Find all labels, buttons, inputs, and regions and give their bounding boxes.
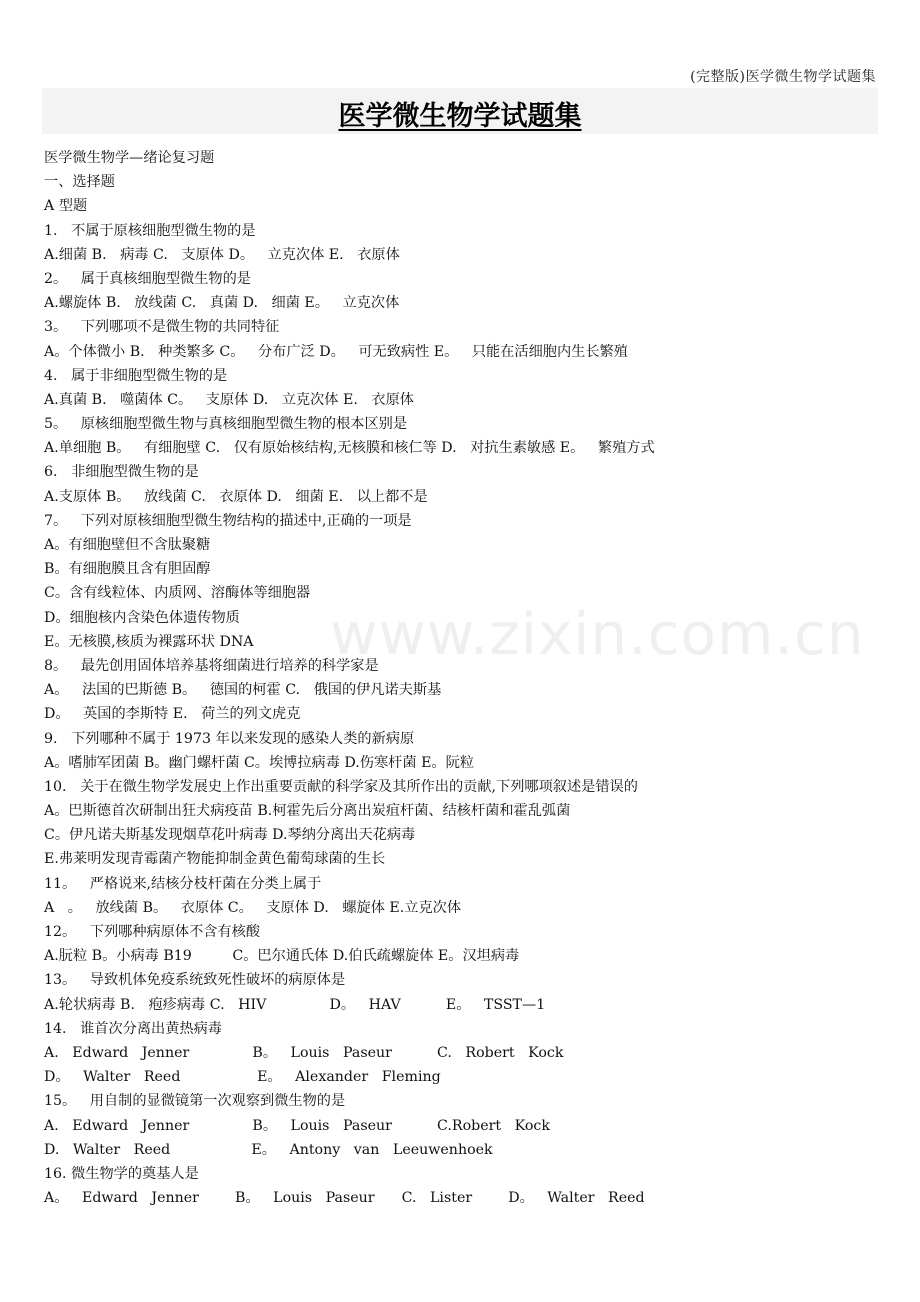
text-line: 7。 下列对原核细胞型微生物结构的描述中,正确的一项是: [44, 512, 412, 529]
text-line: A. Edward Jenner B。 Louis Paseur C.Robert Kock: [44, 1117, 550, 1134]
text-line: A.真菌 B. 噬菌体 C。 支原体 D. 立克次体 E. 衣原体: [44, 391, 414, 408]
text-line: D。 英国的李斯特 E. 荷兰的列文虎克: [44, 706, 301, 723]
text-line: E。无核膜,核质为裸露环状 DNA: [44, 633, 254, 650]
text-line: 14. 谁首次分离出黄热病毒: [44, 1020, 222, 1037]
text-line: A。嗜肺军团菌 B。幽门螺杆菌 C。埃博拉病毒 D.伤寒杆菌 E。阮粒: [44, 754, 474, 771]
text-line: C。含有线粒体、内质网、溶酶体等细胞器: [44, 585, 311, 602]
text-line: D。 Walter Reed E。 Alexander Fleming: [44, 1069, 441, 1086]
text-line: 12。 下列哪种病原体不含有核酸: [44, 924, 261, 940]
text-line: 4. 属于非细胞型微生物的是: [44, 367, 228, 384]
text-line: 15。 用自制的显微镜第一次观察到微生物的是: [44, 1093, 346, 1110]
text-line: 3。 下列哪项不是微生物的共同特征: [44, 319, 280, 336]
text-line: D。细胞核内含染色体遗传物质: [44, 609, 240, 626]
text-line: A.螺旋体 B. 放线菌 C. 真菌 D. 细菌 E。 立克次体: [44, 295, 400, 312]
text-line: 2。 属于真核细胞型微生物的是: [44, 270, 251, 287]
text-line: C。伊凡诺夫斯基发现烟草花叶病毒 D.琴纳分离出天花病毒: [44, 827, 416, 844]
document-title: 医学微生物学试题集: [338, 101, 582, 132]
text-line: A.细菌 B. 病毒 C. 支原体 D。 立克次体 E. 衣原体: [44, 246, 400, 263]
text-line: D. Walter Reed E。 Antony van Leeuwenhoek: [44, 1141, 493, 1158]
text-line: 11。 严格说来,结核分枝杆菌在分类上属于: [44, 875, 322, 892]
text-line: 13。 导致机体免疫系统致死性破坏的病原体是: [44, 972, 346, 989]
running-header: (完整版)医学微生物学试题集: [690, 69, 876, 85]
text-line: 16. 微生物学的奠基人是: [44, 1165, 199, 1182]
text-line: A.支原体 B。 放线菌 C. 衣原体 D. 细菌 E. 以上都不是: [44, 488, 428, 505]
text-line: A.单细胞 B。 有细胞壁 C. 仅有原始核结构,无核膜和核仁等 D. 对抗生素敏感 E。 繁殖方式: [44, 440, 655, 457]
text-line: 10. 关于在微生物学发展史上作出重要贡献的科学家及其所作出的贡献,下列哪项叙述是错误的: [44, 778, 638, 795]
text-line: 医学微生物学—绪论复习题: [44, 150, 215, 166]
text-line: A。有细胞壁但不含肽聚糖: [44, 537, 211, 553]
text-line: B。有细胞膜且含有胆固醇: [44, 561, 211, 578]
text-line: A 型题: [44, 198, 88, 215]
title-band: [42, 88, 878, 134]
text-line: A。个体微小 B. 种类繁多 C。 分布广泛 D。 可无致病性 E。 只能在活细胞内生长繁殖: [44, 343, 628, 360]
text-line: A。 Edward Jenner B。 Louis Paseur C. Lister D。 Walter Reed: [44, 1190, 645, 1207]
text-line: A. Edward Jenner B。 Louis Paseur C. Robert Kock: [44, 1044, 564, 1061]
text-line: 1. 不属于原核细胞型微生物的是: [44, 222, 256, 239]
text-line: A。巴斯德首次研制出狂犬病疫苗 B.柯霍先后分离出炭疽杆菌、结核杆菌和霍乱弧菌: [44, 803, 571, 820]
watermark: www.zixin.com.cn: [330, 600, 865, 668]
text-line: 8。 最先创用固体培养基将细菌进行培养的科学家是: [44, 657, 379, 674]
text-line: 一、选择题: [44, 174, 115, 191]
document-body: [44, 146, 884, 1210]
text-line: A.朊粒 B。小病毒 B19 C。巴尔通氏体 D.伯氏疏螺旋体 E。汉坦病毒: [44, 948, 520, 965]
text-line: A。 法国的巴斯德 B。 德国的柯霍 C. 俄国的伊凡诺夫斯基: [44, 682, 442, 699]
text-line: A.轮状病毒 B. 疱疹病毒 C. HIV D。 HAV E。 TSST—1: [44, 996, 546, 1013]
text-line: 9. 下列哪种不属于 1973 年以来发现的感染人类的新病原: [44, 730, 415, 747]
text-line: A 。 放线菌 B。 衣原体 C。 支原体 D. 螺旋体 E.立克次体: [44, 899, 462, 916]
text-line: E.弗莱明发现青霉菌产物能抑制金黄色葡萄球菌的生长: [44, 851, 386, 868]
text-line: 6. 非细胞型微生物的是: [44, 464, 199, 481]
text-line: 5。 原核细胞型微生物与真核细胞型微生物的根本区别是: [44, 416, 408, 433]
